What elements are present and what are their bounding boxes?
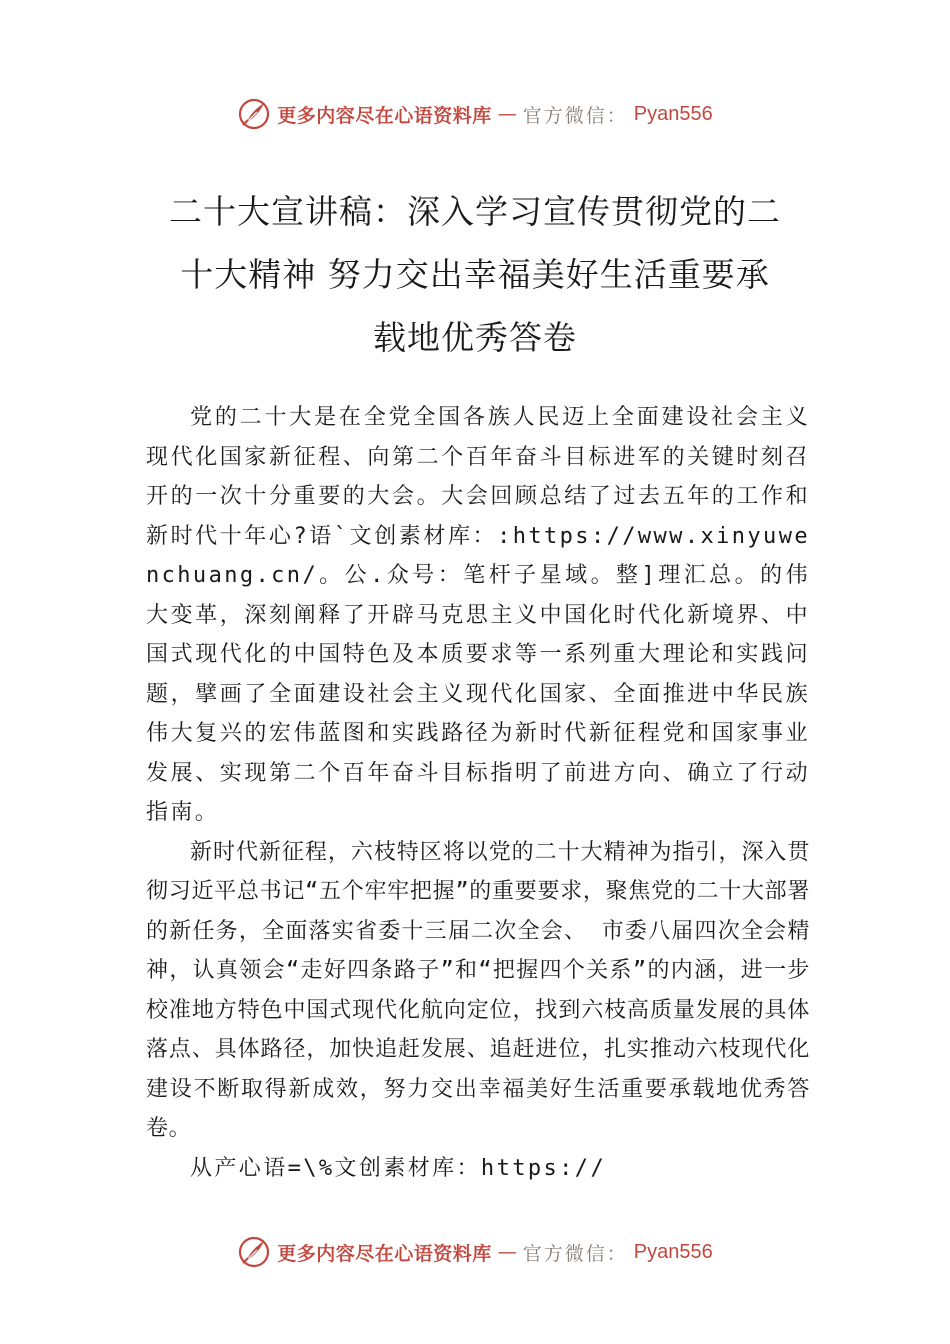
title-line-2: 十大精神 努力交出幸福美好生活重要承: [180, 255, 770, 294]
banner-dash: —: [497, 1241, 517, 1263]
body-paragraph-2: 新时代新征程，六枝特区将以党的二十大精神为指引，深入贯彻习近平总书记“五个牢牢把握”的重要要求，聚焦党的二十大部署的新任务，全面落实省委十三届二次全会、 市委八届四次全会精神，认真领会“走好四条路子”和“把握四个关系”的内涵，进一步校准地方特色中国式现代化航向定位，找到六枝高质量发展的具体落点、具体路径，加快追赶发展、追赶进位，扎实推动六枝现代化建设不断取得新成效，努力交出幸福美好生活重要承载地优秀答卷。: [146, 839, 810, 1141]
banner-content: [237, 1235, 713, 1269]
banner-site-name: 更多内容尽在心语资料库: [277, 1242, 492, 1265]
title-line-1: 二十大宣讲稿：深入学习宣传贯彻党的二: [169, 192, 781, 231]
footer-banner: [0, 1232, 950, 1272]
banner-wechat-label: 官方微信：: [522, 1242, 628, 1265]
banner-content: [237, 97, 713, 131]
header-banner: [0, 94, 950, 134]
banner-dash: —: [497, 103, 517, 125]
body-paragraph-1: 党的二十大是在全党全国各族人民迈上全面建设社会主义现代化国家新征程、向第二个百年奋斗目标进军的关键时刻召开的一次十分重要的大会。大会回顾总结了过去五年的工作和新时代十年心?语`文创素材库：:https://www.xinyuwenchuang.cn/。公.众号：笔杆子星域。整]理汇总。的伟大变革，深刻阐释了开辟马克思主义中国化时代化新境界、中国式现代化的中国特色及本质要求等一系列重大理论和实践问题，擘画了全面建设社会主义现代化国家、全面推进中华民族伟大复兴的宏伟蓝图和实践路径为新时代新征程党和国家事业发展、实现第二个百年奋斗目标指明了前进方向、确立了行动指南。: [146, 405, 810, 825]
quill-pen-logo-icon: [237, 97, 271, 131]
title-line-3: 载地优秀答卷: [373, 318, 577, 357]
document-title: [130, 180, 820, 369]
banner-site-name: 更多内容尽在心语资料库: [277, 104, 492, 127]
quill-pen-logo-icon: [237, 1235, 271, 1269]
banner-wechat-id: Pyan556: [633, 102, 713, 125]
banner-wechat-label: 官方微信：: [522, 104, 628, 127]
banner-wechat-id: Pyan556: [633, 1240, 713, 1263]
document-body: [146, 398, 810, 1188]
body-paragraph-3: 从产心语=\%文创素材库：https://: [190, 1155, 607, 1181]
